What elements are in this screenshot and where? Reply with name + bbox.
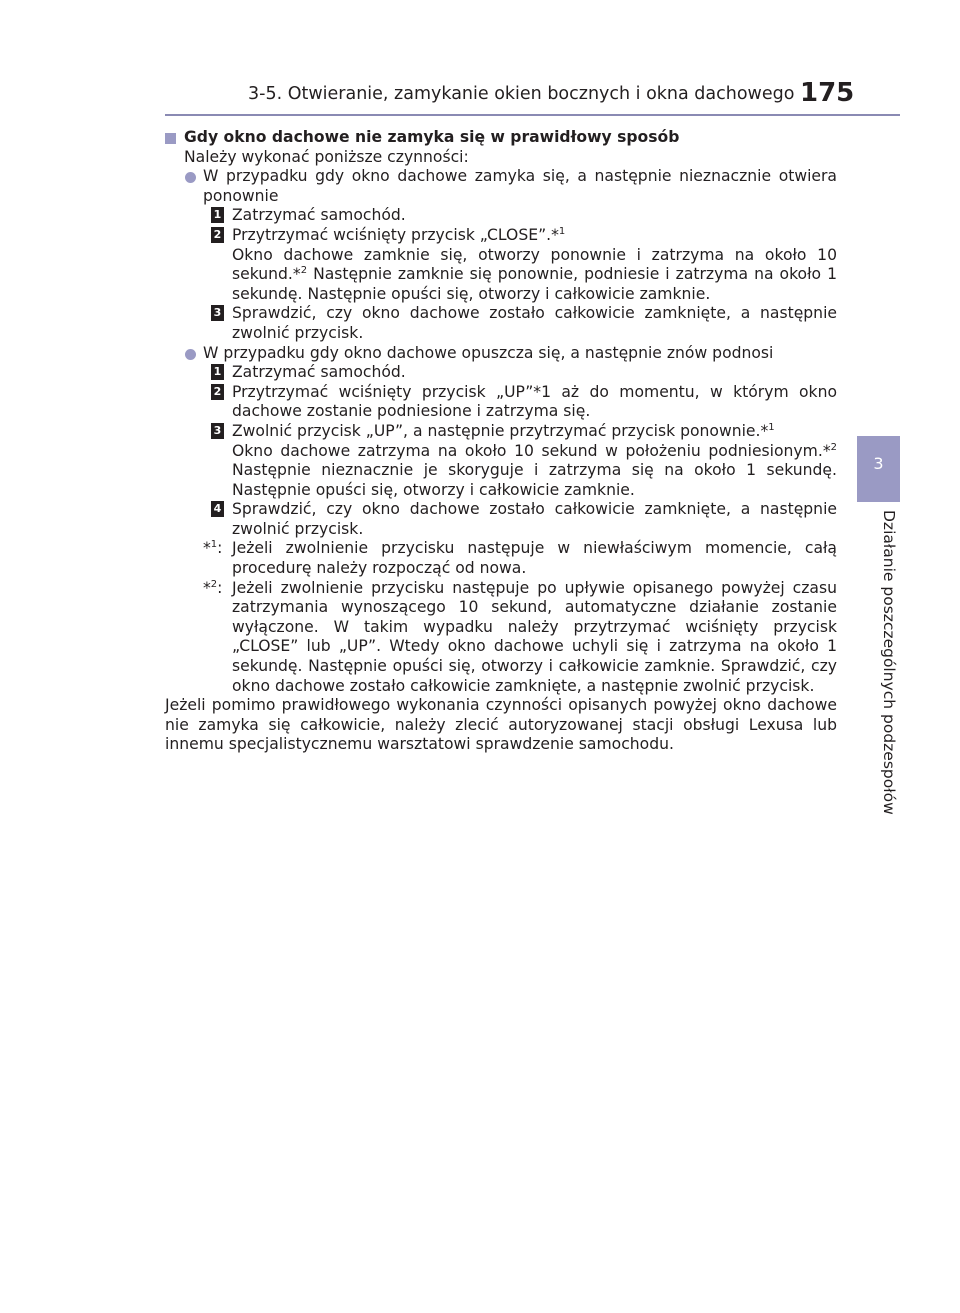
footnote-ref: 1 — [768, 421, 775, 433]
intro-text: Należy wykonać poniższe czynności: — [184, 147, 469, 166]
section-title: 3-5. Otwieranie, zamykanie okien bocznych i okna dachowego — [248, 84, 795, 104]
step-text: Przytrzymać wciśnięty przycisk „UP”*1 aż do momentu, w którym okno dachowe zostanie podniesione i zatrzyma się. — [232, 382, 837, 421]
case-1-step-1 — [165, 206, 837, 226]
square-bullet-icon — [165, 133, 176, 144]
chapter-title: Działanie poszczególnych podzespołów — [880, 510, 898, 815]
step-number-icon: 1 — [211, 364, 224, 380]
step-number-icon: 3 — [211, 305, 224, 321]
footnote-mark: *$^2$: — [203, 578, 223, 597]
header-rule — [165, 114, 900, 116]
circle-bullet-icon — [185, 172, 196, 183]
case-2-step-2 — [165, 383, 837, 422]
page-content — [165, 128, 837, 755]
step-detail: Okno dachowe zamknie się, otworzy ponownie i zatrzyma na około 10 sekund.* — [232, 245, 837, 284]
step-number-icon: 1 — [211, 207, 224, 223]
case-2-step-1 — [165, 363, 837, 383]
step-detail-rest: Następnie nieznacznie je skoryguje i zatrzyma się na około 1 sekundę. Następnie opuści się, otworzy i całkowicie zamknie. — [232, 461, 837, 499]
circle-bullet-icon — [185, 349, 196, 360]
step-text: Przytrzymać wciśnięty przycisk „CLOSE”.* — [232, 225, 559, 244]
case-1-step-3 — [165, 304, 837, 343]
step-text: Zwolnić przycisk „UP”, a następnie przytrzymać przycisk ponownie.* — [232, 421, 769, 440]
step-text: Zatrzymać samochód. — [232, 206, 406, 225]
step-number-icon: 2 — [211, 384, 224, 400]
case-text: W przypadku gdy okno dachowe opuszcza się, a następnie znów podnosi — [203, 343, 774, 362]
step-detail: Okno dachowe zatrzyma na około 10 sekund w położeniu podniesionym.* — [232, 441, 831, 460]
closing-paragraph: Jeżeli pomimo prawidłowego wykonania czynności opisanych powyżej okno dachowe nie zamyka się całkowicie, należy zlecić autoryzowanej stacji obsługi Lexusa lub innemu specjalistycznemu warsztatowi sprawdzenie samochodu. — [165, 696, 837, 754]
step-number-icon: 3 — [211, 423, 224, 439]
page-number: 175 — [800, 78, 855, 108]
case-2-title — [165, 344, 837, 364]
case-1-title — [165, 167, 837, 206]
footnote-1 — [165, 539, 837, 578]
step-number-icon: 4 — [211, 501, 224, 517]
case-text: W przypadku gdy okno dachowe zamyka się, a następnie nieznacznie otwiera ponownie — [203, 167, 837, 205]
footnote-text: Jeżeli zwolnienie przycisku następuje po upływie opisanego powyżej czasu zatrzymania wynoszącego 10 sekund, automatyczne działanie zostanie wyłączone. W takim wypadku należy przytrzymać wciśnięty przycisk „CLOSE” lub „UP”. Wtedy okno dachowe uchyli się i zatrzyma na około 1 sekundę. Następnie opuści się, otworzy i całkowicie zamknie. Sprawdzić, czy okno dachowe zostało całkowicie zamknięte, a następnie zwolnić przycisk. — [232, 578, 837, 695]
step-number-icon: 2 — [211, 227, 224, 243]
footnote-ref: 2 — [300, 265, 308, 277]
footnote-ref: 2 — [830, 441, 837, 453]
chapter-number: 3 — [873, 454, 884, 473]
case-2-step-4 — [165, 500, 837, 539]
footnote-text: Jeżeli zwolnienie przycisku następuje w niewłaściwym momencie, całą procedurę należy rozpocząć od nowa. — [232, 539, 837, 578]
section-heading — [165, 128, 837, 148]
footnote-2 — [165, 579, 837, 697]
heading-text: Gdy okno dachowe nie zamyka się w prawidłowy sposób — [184, 128, 680, 146]
footnote-ref: 1 — [558, 225, 566, 237]
case-1-step-2 — [165, 226, 837, 304]
step-text: Sprawdzić, czy okno dachowe zostało całkowicie zamknięte, a następnie zwolnić przycisk. — [232, 304, 837, 342]
case-2-step-3 — [165, 422, 837, 500]
step-text: Sprawdzić, czy okno dachowe zostało całkowicie zamknięte, a następnie zwolnić przycisk. — [232, 500, 837, 538]
step-text: Zatrzymać samochód. — [232, 363, 406, 382]
step-detail-rest: Następnie zamknie się ponownie, podniesie i zatrzyma na około 1 sekundę. Następnie opuści się, otworzy i całkowicie zamknie. — [232, 265, 837, 303]
footnote-mark: *$^1$: — [203, 539, 223, 558]
